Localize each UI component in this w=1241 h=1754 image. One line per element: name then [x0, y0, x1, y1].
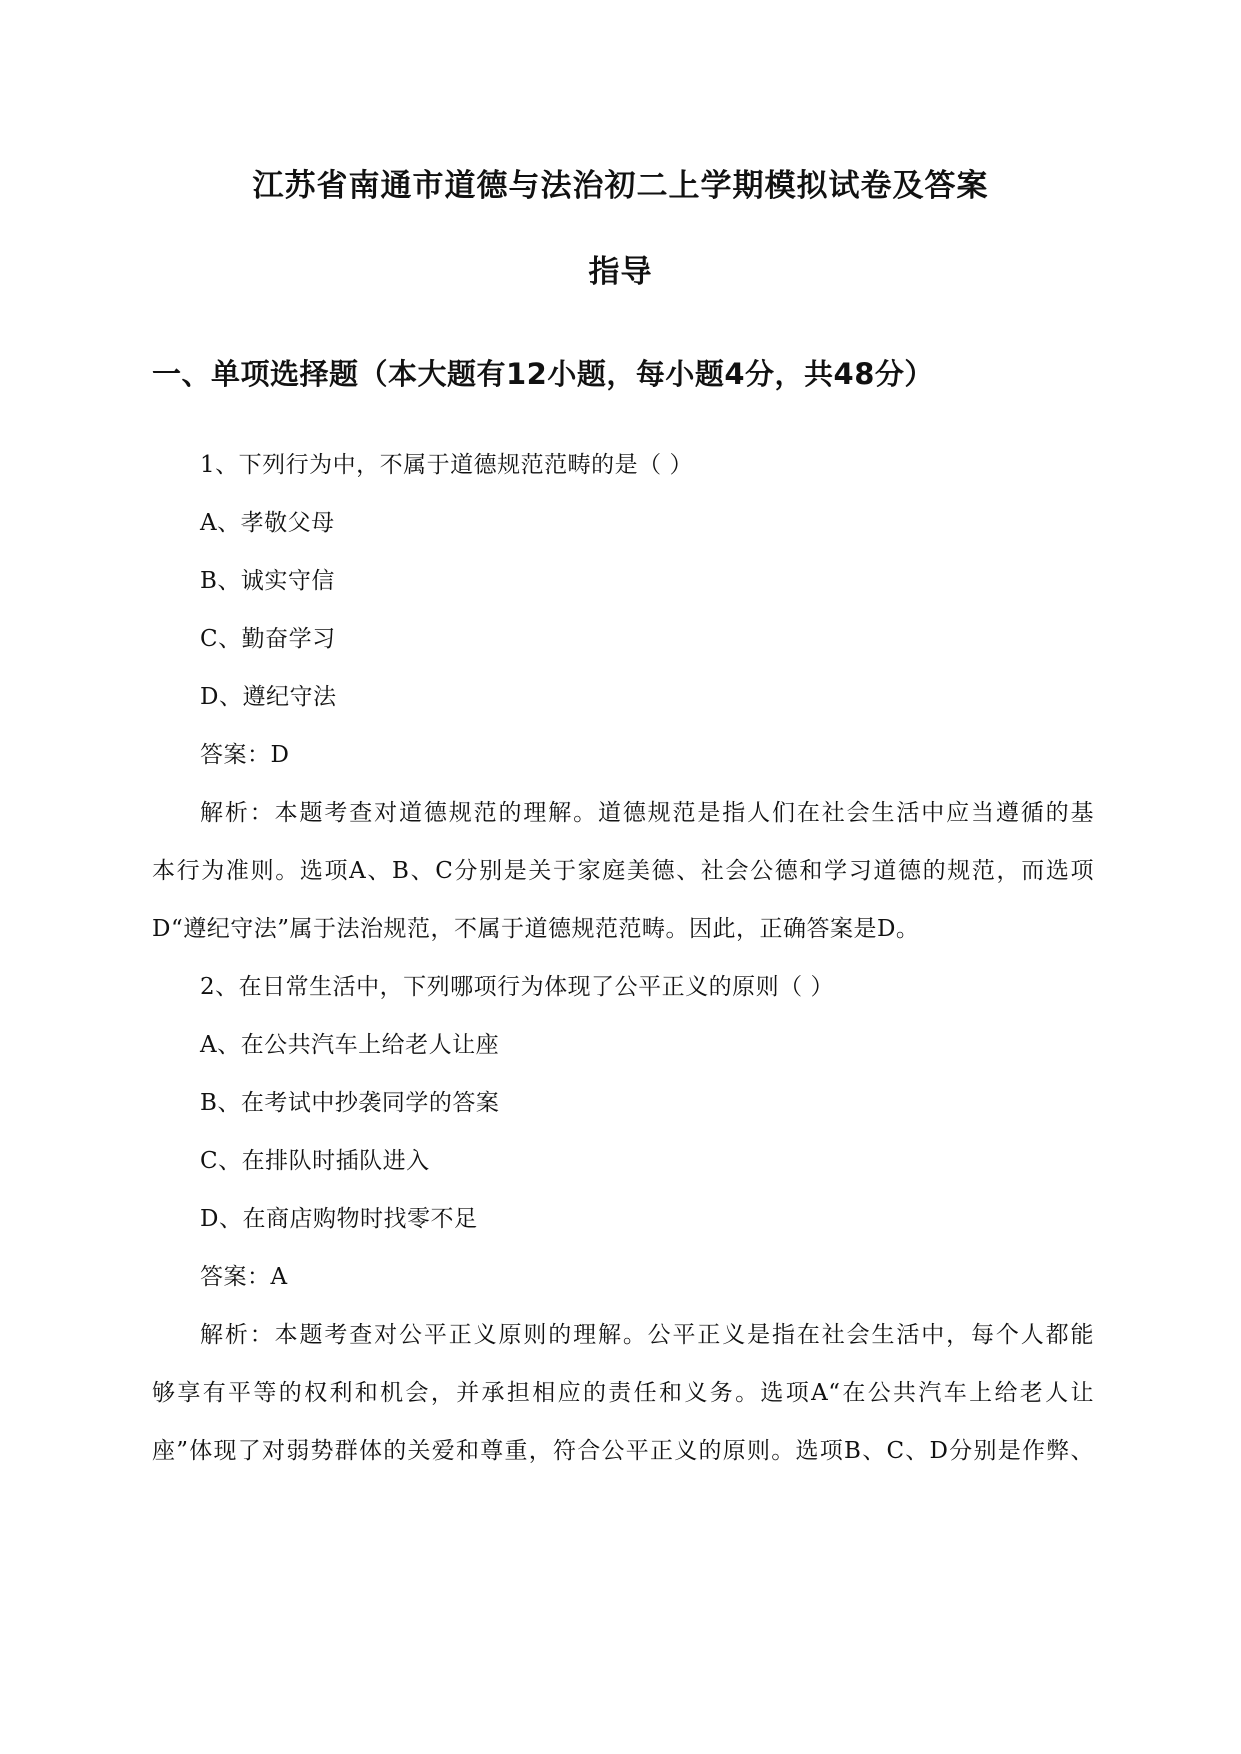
- question-1-analysis-line-2: 本行为准则。选项A、B、C分别是关于家庭美德、社会公德和学习道德的规范，而选项: [152, 858, 1094, 884]
- question-1-option-c: C、勤奋学习: [200, 626, 336, 652]
- question-2-answer: 答案：A: [200, 1264, 288, 1290]
- section-heading: 一、单项选择题（本大题有12小题，每小题4分，共48分）: [152, 357, 934, 391]
- question-2-analysis-line-1: 解析：本题考查对公平正义原则的理解。公平正义是指在社会生活中，每个人都能: [200, 1322, 1094, 1348]
- question-1-analysis-line-3: D“遵纪守法”属于法治规范，不属于道德规范范畴。因此，正确答案是D。: [152, 916, 920, 942]
- question-2-option-c: C、在排队时插队进入: [200, 1148, 430, 1174]
- question-2-analysis-line-2: 够享有平等的权利和机会，并承担相应的责任和义务。选项A“在公共汽车上给老人让: [152, 1380, 1094, 1406]
- question-1-analysis-line-1: 解析：本题考查对道德规范的理解。道德规范是指人们在社会生活中应当遵循的基: [200, 800, 1094, 826]
- question-2-option-d: D、在商店购物时找零不足: [200, 1206, 478, 1232]
- question-1-option-b: B、诚实守信: [200, 568, 335, 594]
- question-2-option-a: A、在公共汽车上给老人让座: [200, 1032, 500, 1058]
- document-title-line-2: 指导: [588, 254, 653, 290]
- question-1-option-d: D、遵纪守法: [200, 684, 337, 710]
- question-1-option-a: A、孝敬父母: [200, 510, 335, 536]
- question-2-stem: 2、在日常生活中，下列哪项行为体现了公平正义的原则（ ）: [200, 974, 834, 1000]
- document-title-line-1: 江苏省南通市道德与法治初二上学期模拟试卷及答案: [252, 168, 989, 204]
- question-1-answer: 答案：D: [200, 742, 290, 768]
- question-2-option-b: B、在考试中抄袭同学的答案: [200, 1090, 500, 1116]
- question-1-stem: 1、下列行为中，不属于道德规范范畴的是（ ）: [200, 452, 693, 478]
- question-2-analysis-line-3: 座”体现了对弱势群体的关爱和尊重，符合公平正义的原则。选项B、C、D分别是作弊、: [152, 1438, 1094, 1464]
